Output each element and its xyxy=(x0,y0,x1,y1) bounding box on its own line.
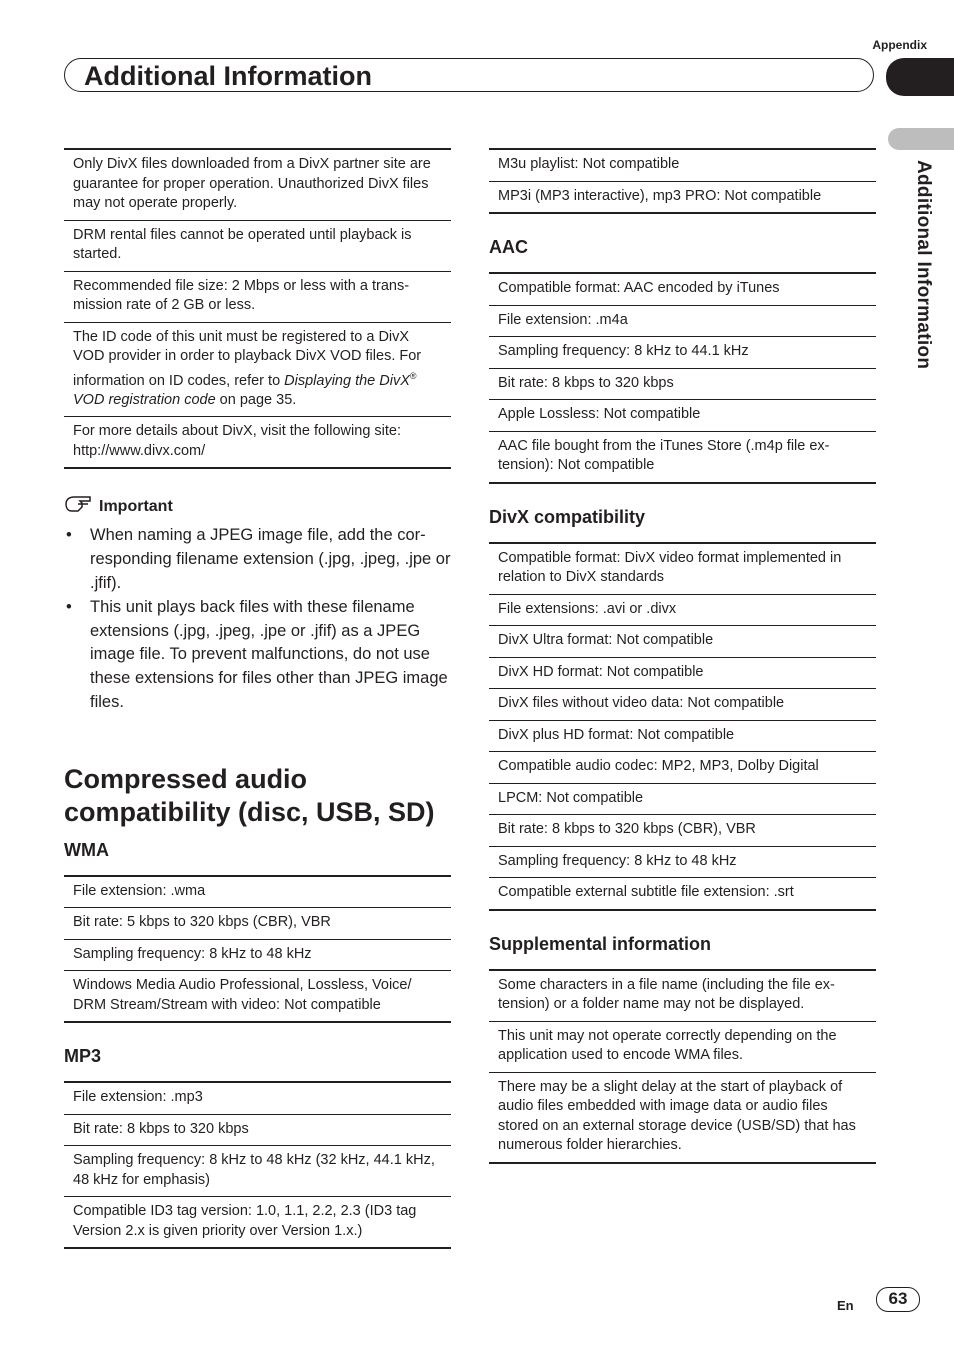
table-cell: Recommended file size: 2 Mbps or less with a trans-mission rate of 2 GB or less. xyxy=(64,271,451,322)
table-row xyxy=(64,971,451,1023)
table-cell: DivX HD format: Not compatible xyxy=(489,657,876,689)
important-list xyxy=(64,524,451,714)
section-tab-marker xyxy=(886,58,954,96)
id-note-ref-title-2: VOD registration code xyxy=(73,391,216,408)
table-cell: Compatible audio codec: MP2, MP3, Dolby Digital xyxy=(489,752,876,784)
table-row xyxy=(489,846,876,878)
table-cell: Compatible format: AAC encoded by iTunes xyxy=(498,280,780,296)
table-cell: File extension: .wma xyxy=(73,882,206,899)
table-cell: MP3i (MP3 interactive), mp3 PRO: Not compatible xyxy=(489,181,876,213)
page-number: 63 xyxy=(876,1287,920,1312)
supplemental-table xyxy=(489,969,876,1164)
important-hand-icon xyxy=(64,495,94,518)
table-row xyxy=(489,815,876,847)
mp3-extra-table xyxy=(489,148,876,214)
table-cell: LPCM: Not compatible xyxy=(489,783,876,815)
table-row xyxy=(489,305,876,337)
table-row xyxy=(64,149,451,220)
table-cell: DivX plus HD format: Not compatible xyxy=(489,720,876,752)
table-row xyxy=(489,626,876,658)
table-cell: Compatible format: DivX video format implemented in relation to DivX standards xyxy=(498,549,842,585)
aac-heading: AAC xyxy=(489,237,528,257)
page-title: Additional Information xyxy=(84,61,372,91)
table-cell: Apple Lossless: Not compatible xyxy=(489,400,876,432)
table-cell: This unit may not operate correctly depending on the application used to encode WMA files. xyxy=(489,1021,876,1072)
id-note-text: The ID code of this unit must be registered to a DivX VOD provider in order to playback DivX VOD files. For information on ID codes, refer to xyxy=(73,328,422,389)
appendix-label: Appendix xyxy=(872,38,927,52)
table-row xyxy=(489,431,876,483)
table-row xyxy=(489,783,876,815)
table-row xyxy=(489,720,876,752)
table-cell: Bit rate: 8 kbps to 320 kbps xyxy=(489,368,876,400)
table-row xyxy=(489,878,876,910)
table-row xyxy=(64,417,451,469)
table-row xyxy=(64,876,451,908)
table-row xyxy=(489,368,876,400)
table-cell: File extensions: .avi or .divx xyxy=(489,594,876,626)
table-cell: Sampling frequency: 8 kHz to 48 kHz xyxy=(489,846,876,878)
table-row xyxy=(489,149,876,181)
table-cell: Bit rate: 5 kbps to 320 kbps (CBR), VBR xyxy=(64,908,451,940)
table-row xyxy=(489,657,876,689)
table-cell: Sampling frequency: 8 kHz to 44.1 kHz xyxy=(489,337,876,369)
important-label: Important xyxy=(99,497,173,515)
mp3-heading: MP3 xyxy=(64,1046,102,1067)
wma-heading: WMA xyxy=(64,839,109,860)
right-column xyxy=(489,148,876,1164)
aac-table xyxy=(489,272,876,484)
table-row xyxy=(489,400,876,432)
table-cell: DRM rental files cannot be operated until playback is started. xyxy=(64,220,451,271)
table-cell: Bit rate: 8 kbps to 320 kbps xyxy=(64,1114,451,1146)
divx-notes-table xyxy=(64,148,451,469)
table-cell: DivX Ultra format: Not compatible xyxy=(489,626,876,658)
divx-table xyxy=(489,542,876,911)
table-row xyxy=(489,273,876,305)
id-note-ref-title: Displaying the DivX xyxy=(284,372,410,389)
table-row xyxy=(489,181,876,213)
list-item: • When naming a JPEG image file, add the cor-responding filename extension (.jpg, .jpeg, .jpe or .jfif). xyxy=(64,524,451,595)
table-cell: Windows Media Audio Professional, Lossless, Voice/ DRM Stream/Stream with video: Not compatible xyxy=(64,971,451,1023)
table-row xyxy=(64,271,451,322)
table-row xyxy=(489,1021,876,1072)
wma-table xyxy=(64,875,451,1024)
language-label: En xyxy=(837,1298,854,1313)
section-tab-gray-marker xyxy=(888,128,954,150)
table-row xyxy=(489,594,876,626)
table-row xyxy=(489,689,876,721)
table-row xyxy=(489,337,876,369)
table-row xyxy=(64,908,451,940)
table-row xyxy=(489,543,876,595)
table-cell: AAC file bought from the iTunes Store (.m4p file ex-tension): Not compatible xyxy=(489,431,876,483)
table-row xyxy=(489,970,876,1022)
table-cell: Sampling frequency: 8 kHz to 48 kHz xyxy=(64,939,451,971)
table-cell: Bit rate: 8 kbps to 320 kbps (CBR), VBR xyxy=(489,815,876,847)
id-note-page-ref: on page 35. xyxy=(215,391,297,408)
table-row xyxy=(64,1082,451,1114)
table-row xyxy=(64,322,451,417)
table-cell: For more details about DivX, visit the following site: http://www.divx.com/ xyxy=(64,417,451,469)
table-row xyxy=(489,1072,876,1163)
table-row xyxy=(64,1197,451,1249)
list-item: • This unit plays back files with these filename extensions (.jpg, .jpeg, .jpe or .jfif) as a JPEG image file. To prevent malfunctions, do not use these extensions for files other than JPEG image files. xyxy=(64,596,451,715)
table-row xyxy=(64,220,451,271)
table-cell: M3u playlist: Not compatible xyxy=(498,156,680,172)
table-cell: Compatible external subtitle file extension: .srt xyxy=(489,878,876,910)
table-cell-id-code xyxy=(64,322,451,417)
table-row xyxy=(489,752,876,784)
registered-mark: ® xyxy=(409,370,417,381)
divx-heading: DivX compatibility xyxy=(489,506,646,527)
table-cell: Sampling frequency: 8 kHz to 48 kHz (32 kHz, 44.1 kHz, 48 kHz for emphasis) xyxy=(64,1146,451,1197)
table-row xyxy=(64,1146,451,1197)
table-cell: Some characters in a file name (including the file ex-tension) or a folder name may not be displayed. xyxy=(498,976,835,1012)
table-cell: Only DivX files downloaded from a DivX partner site are guarantee for proper operation. Unauthorized DivX files may not operate properly. xyxy=(73,156,431,211)
important-heading xyxy=(64,495,451,518)
table-cell: Compatible ID3 tag version: 1.0, 1.1, 2.2, 2.3 (ID3 tag Version 2.x is given priority over Version 1.x.) xyxy=(64,1197,451,1249)
table-cell: There may be a slight delay at the start of playback of audio files embedded with image data or audio files stored on an external storage device (USB/SD) that has numerous folder hierarchies. xyxy=(489,1072,876,1163)
supplemental-heading: Supplemental information xyxy=(489,933,712,954)
table-cell: File extension: .m4a xyxy=(489,305,876,337)
table-row xyxy=(64,939,451,971)
table-cell: DivX files without video data: Not compatible xyxy=(489,689,876,721)
side-section-label: Additional Information xyxy=(913,160,934,370)
section-title: Compressed audio compatibility (disc, USB, SD) xyxy=(64,763,435,827)
left-column xyxy=(64,148,451,1249)
table-row xyxy=(64,1114,451,1146)
table-cell: File extension: .mp3 xyxy=(73,1089,203,1106)
mp3-table xyxy=(64,1081,451,1249)
